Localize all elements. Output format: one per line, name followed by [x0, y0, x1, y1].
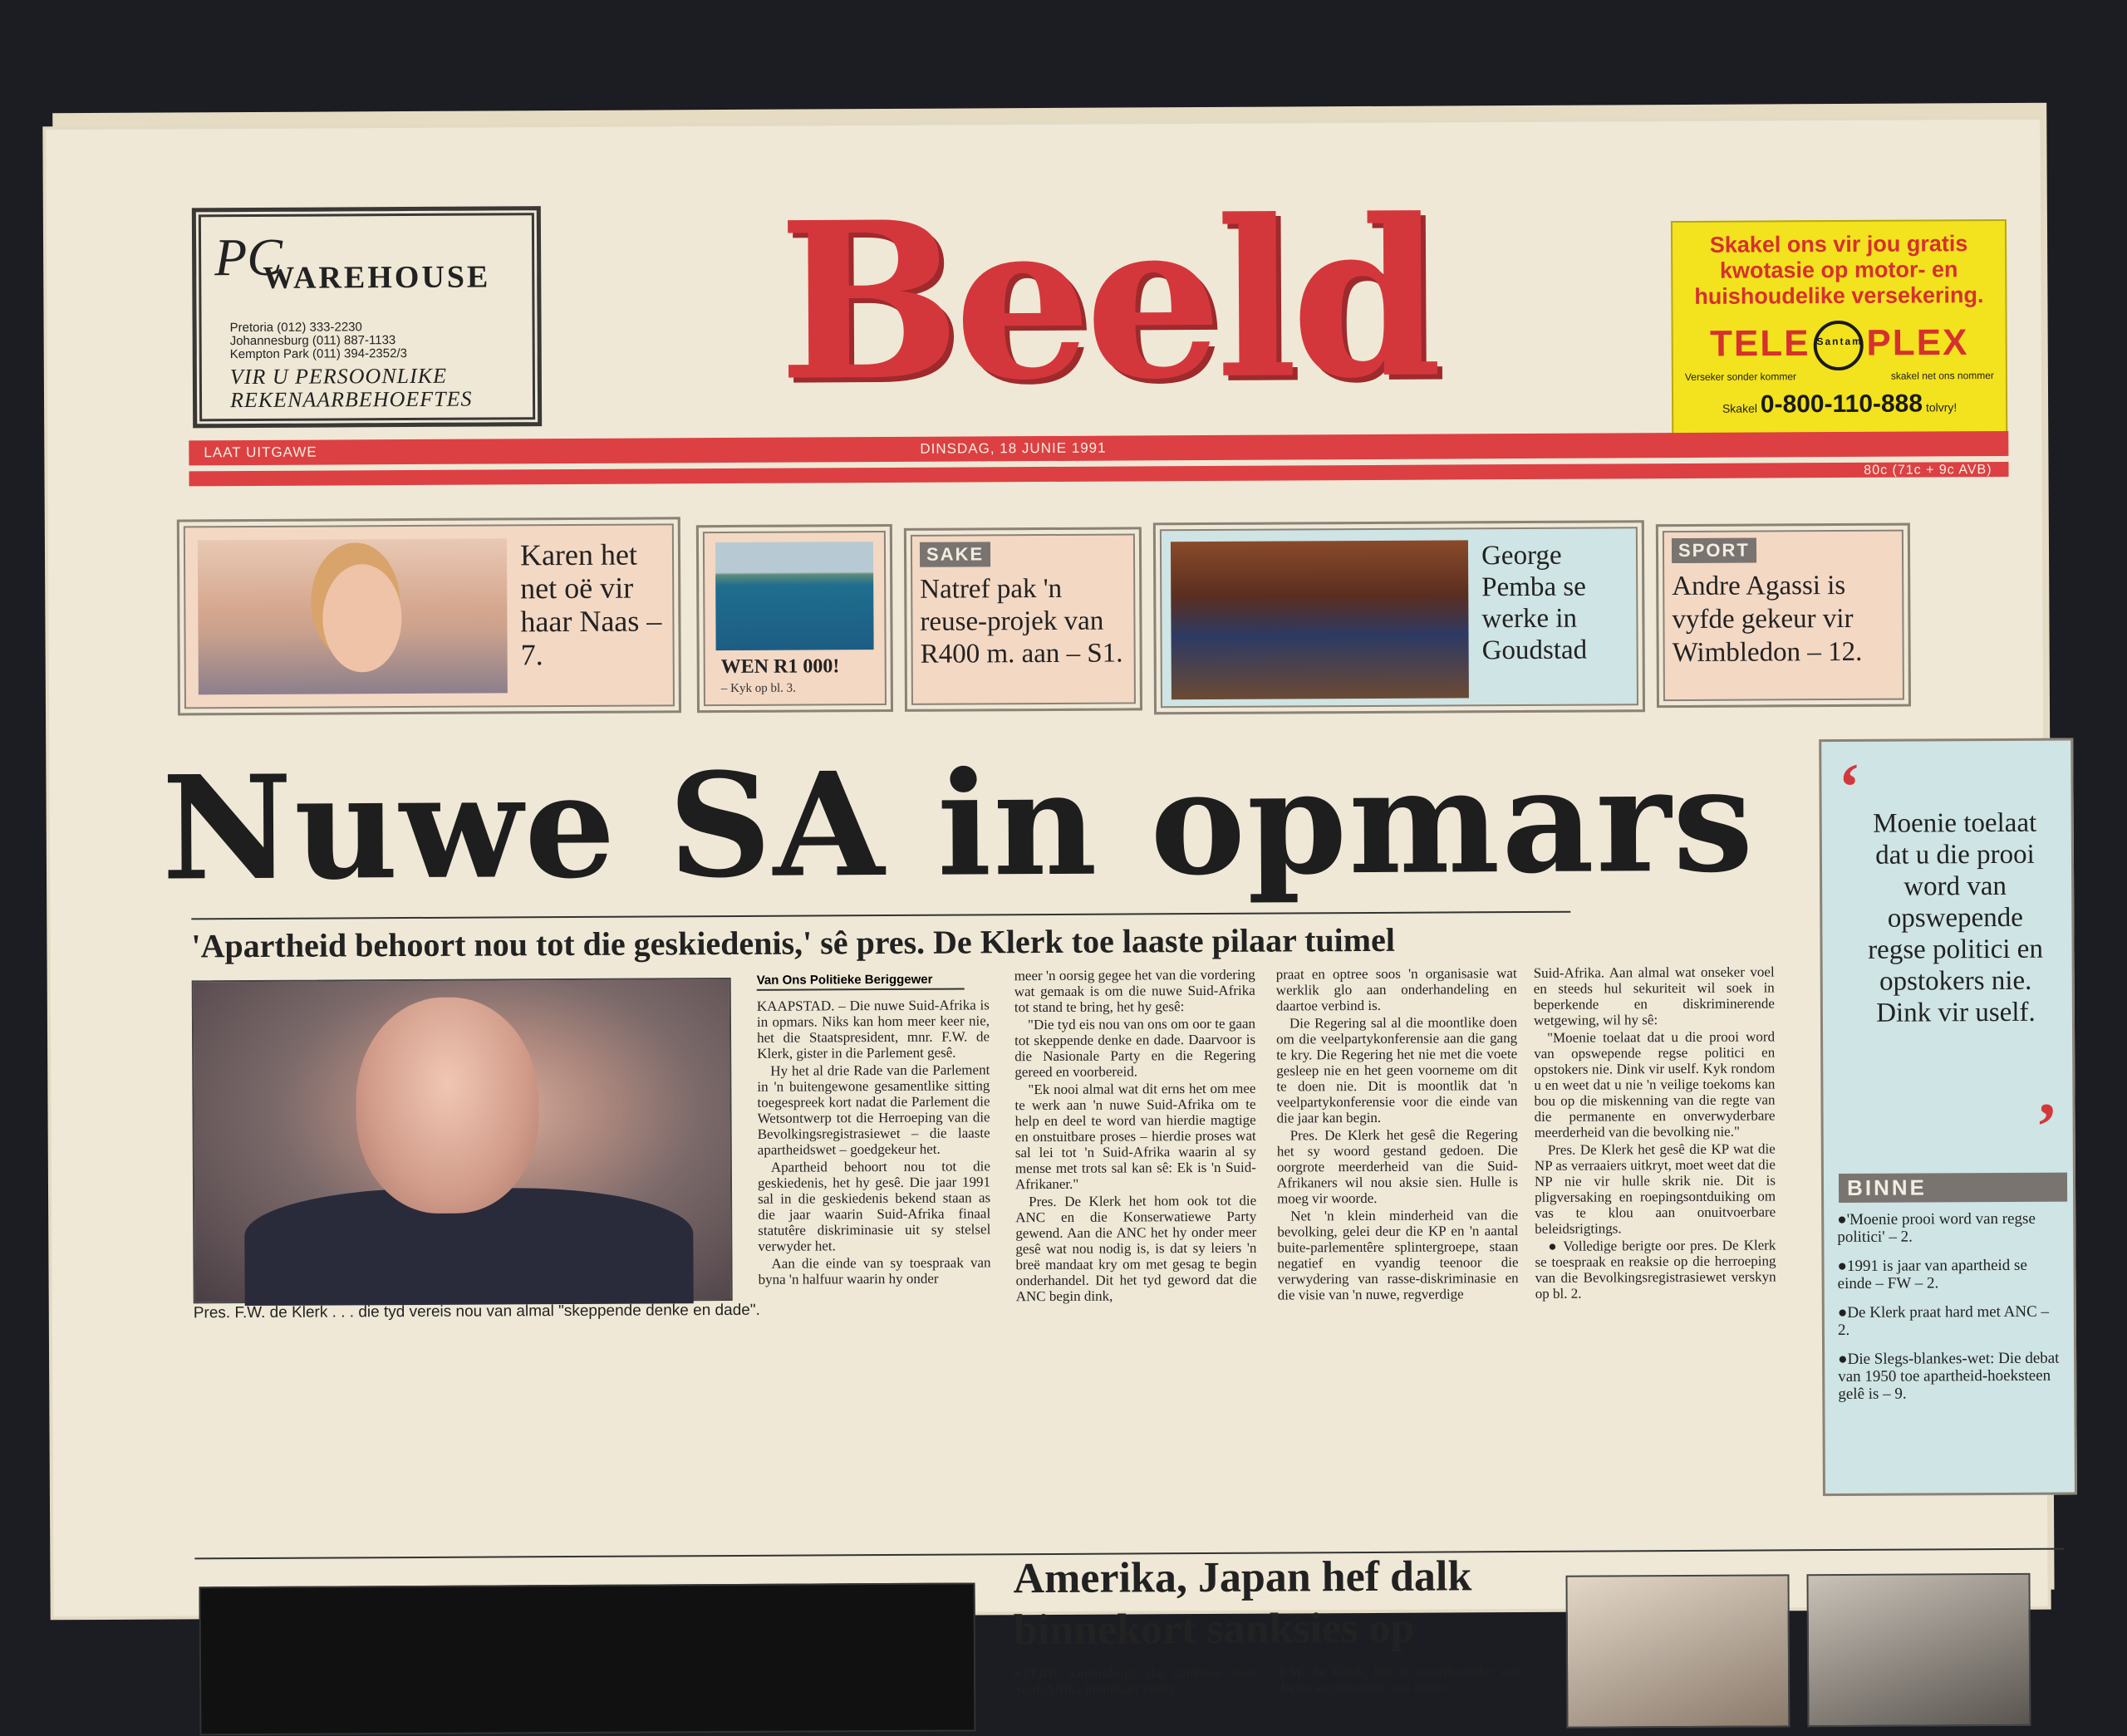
- competition-title: WEN R1 000!: [720, 655, 840, 679]
- ad-offer-text: Skakel ons vir jou gratis kwotasie op motor- en huishoudelike versekering.: [1694, 231, 1984, 309]
- teaser-text: Natref pak 'n reuse-projek van R400 m. aan – S1.: [920, 573, 1123, 669]
- paragraph: Aan die einde van sy toespraak van byna 'n halfuur waarin hy onder: [758, 1254, 991, 1287]
- article-column-4: [1534, 964, 1776, 1303]
- paragraph: Die Regering sal al die moontlike doen om die veelpartykonferensie aan die gang te kry. Die Regering het nie met die voete gesleep nie en het geen voorneme om dit te doen nie. Dit is moontlik dat 'n veelpartykonferensie voor die einde van die jaar kan begin.: [1276, 1014, 1518, 1126]
- open-quote-icon: ‘: [1838, 750, 1861, 825]
- paragraph: Apartheid behoort nou tot die geskiedenis, het hy gesê. Die jaar 1991 sal in die geskiedenis bekend staan as die jaar waarin Suid-Afrika finaal statutêre diskriminasie uit sy stelsel verwyder het.: [757, 1158, 991, 1254]
- de-klerk-photo: [192, 978, 733, 1303]
- umbrella-label: Santam: [1816, 335, 1863, 348]
- girl-face: [322, 564, 402, 672]
- binne-list: [1837, 1210, 2062, 1415]
- brand-left: TELE: [1709, 322, 1810, 365]
- ad-phone: Johannesburg (011) 887-1133: [229, 333, 396, 349]
- ad-tagline-line: REKENAARBEHOEFTES: [229, 386, 473, 413]
- ad-call: [1673, 390, 2006, 419]
- teaser-competition[interactable]: [696, 524, 893, 713]
- teaser-sport[interactable]: [1656, 523, 1911, 709]
- teaser-text: George Pemba se werke in Goudstad: [1481, 540, 1588, 666]
- teaser-painting: [1171, 540, 1469, 699]
- paragraph: praat en optree soos 'n organisasie wat werklik glo aan onderhandeling en daartoe verbind is.: [1275, 965, 1517, 1014]
- ad-phone-list: [230, 321, 407, 361]
- lower-article-column-2: F.W. de Klerk, het 'n woordvoerder van Japan se ministerie van buite-: [1280, 1663, 1521, 1696]
- binne-item[interactable]: ● Die Slegs-blankes-wet: Die debat van 1950 toe apartheid-hoeksteen gelê is – 9.: [1838, 1350, 2062, 1403]
- article-column-2: [1014, 967, 1257, 1307]
- paragraph: Hy het al drie Rade van die Parlement in 'n buitengewone gesamentlike sitting toegespreek kort nadat die Parlement die Wetsontwerp tot die Herroeping van die Bevolkingsregistrasiewet – die laaste apartheidswet – goedgekeur het.: [757, 1062, 990, 1158]
- quote-text: Moenie toelaat dat u die prooi word van opswepende regse politici en opstokers nie. Dink vir uself.: [1868, 807, 2043, 1028]
- photo-caption: Pres. F.W. de Klerk . . . die tyd vereis nou van almal "skeppende denke en dade".: [193, 1301, 760, 1322]
- close-quote-icon: ’: [2035, 1090, 2058, 1164]
- paragraph: Pres. De Klerk het gesê die Regering het sy woord gestand gedoen. Die oorgrote meerderheid van die Suid-Afrikaners wil nou aksie sien. Hulle is moeg vir woorde.: [1276, 1126, 1519, 1207]
- call-prefix: Skakel: [1722, 401, 1758, 415]
- brand-right: PLEX: [1866, 321, 1969, 364]
- sub-headline: 'Apartheid behoort nou tot die geskiedenis,' sê pres. De Klerk toe laaste pilaar tuimel: [191, 920, 1396, 965]
- paragraph: "Ek nooi almal wat dit erns het om mee te werk aan 'n nuwe Suid-Afrika om te help en deel te word van hierdie magtige en onstuitbare proses – hierdie proses wat sal lei tot 'n Suid-Afrika waarin al sy mense met trots sal kan sê: Ek is 'n Suid-Afrikaner.": [1014, 1080, 1256, 1193]
- teleplex-ad: [1671, 219, 2007, 457]
- paragraph: Pres. De Klerk het hom ook tot die ANC en die Konserwatiewe Party gewend. Aan die ANC het hy onder meer gesê wat nou nodig is, is dat sy leiers 'n breë mandaat kry om met gesag te begin onderhandel. Dit het tyd geword dat die ANC begin dink,: [1015, 1192, 1257, 1305]
- ad-phone-number: 0-800-110-888: [1760, 390, 1923, 419]
- paragraph: Pres. De Klerk het gesê die KP wat die NP as verraaiers uitkryt, moet weet dat die NP nie vir hulle skrik nie. Dit is pligversaking en roepingsontduiking om vas te klou aan onuitvoerbare beleidsrigtings.: [1534, 1140, 1776, 1237]
- price-label: 80c (71c + 9c AVB): [1864, 463, 1992, 478]
- price-band: [189, 462, 2008, 486]
- teaser-photo-girl: [198, 538, 508, 694]
- lower-photo-tennis: [1806, 1573, 2031, 1727]
- teleplex-logo: [1673, 320, 2006, 371]
- paragraph: ● Volledige berigte oor pres. De Klerk se toespraak en reaksie op die herroeping van die Bevolkingsregistrasiewet verskyn op bl. 2.: [1535, 1237, 1776, 1302]
- ad-tagline: [230, 365, 473, 413]
- headline-rule: [191, 911, 1570, 920]
- lower-photo-woman: [1565, 1574, 1790, 1728]
- binne-item[interactable]: ● 1991 is jaar van apartheid se einde – FW – 2.: [1837, 1257, 2061, 1292]
- main-headline: Nuwe SA in opmars: [161, 735, 1756, 913]
- pc-logo: PC: [214, 227, 283, 287]
- newspaper-page: [46, 120, 2060, 1698]
- sport-kicker: SPORT: [1672, 538, 1756, 564]
- article-column-3: [1276, 965, 1519, 1305]
- paragraph: meer 'n oorsig gegee het van die vordering wat gemaak is om die nuwe Suid-Afrika tot stand te bring, het hy gesê:: [1014, 966, 1255, 1016]
- binne-kicker: BINNE: [1839, 1173, 2067, 1203]
- competition-ref: – Kyk op bl. 3.: [720, 681, 796, 696]
- paragraph: Net 'n klein minderheid van die bevolking, gelei deur die KP en 'n aantal buite-parlementêre splintergroepe, staan negatief en vyandig teenoor die verwydering van rasse-diskriminasie en die visie van 'n nuwe, regverdige: [1277, 1207, 1519, 1303]
- article-column-1: [757, 997, 991, 1288]
- warehouse-logo-text: WAREHOUSE: [263, 259, 491, 296]
- edition-band: [189, 431, 2008, 465]
- teaser-pemba[interactable]: [1153, 520, 1645, 714]
- paragraph: "Moenie toelaat dat u die prooi word van opswepende regse politici en opstokers nie. Dink vir uself. Kyk rondom u en weet dat u nie 'n veilige toekoms kan bou op die miskenning van die regte van die permanente en onverwyderbare meerderheid van die bevolking nie.": [1534, 1028, 1776, 1140]
- call-suffix: tolvry!: [1925, 400, 1958, 414]
- pc-warehouse-ad: [192, 206, 542, 428]
- ad-subline: Verseker sonder kommer: [1684, 370, 1797, 383]
- sake-kicker: SAKE: [920, 542, 990, 566]
- binne-item[interactable]: ● De Klerk praat hard met ANC – 2.: [1838, 1303, 2062, 1339]
- issue-date: DINSDAG, 18 JUNIE 1991: [920, 439, 1107, 457]
- teaser-karen[interactable]: [177, 517, 681, 715]
- paragraph: KAAPSTAD. – Die nuwe Suid-Afrika is in opmars. Niks kan hom meer keer nie, het die Staatspresident, mnr. F.W. de Klerk, gister in die Parlement gesê.: [756, 997, 990, 1062]
- paragraph: "Die tyd eis nou van ons om oor te gaan tot skeppende denke en dade. Daarvoor is die Nasionale Party en die Regering gereed en voorbereid.: [1014, 1015, 1256, 1081]
- paragraph: Suid-Afrika. Aan almal wat onseker voel en steeds hul sekuriteit wil soek in beperkende en diskriminerende wetgewing, wil hy sê:: [1533, 964, 1775, 1028]
- ad-tagline-line: VIR U PERSOONLIKE: [229, 363, 448, 390]
- umbrella-icon: [1813, 321, 1863, 370]
- teaser-text: Andre Agassi is vyfde gekeur vir Wimbledon – 12.: [1672, 570, 1863, 669]
- ad-phone: Kempton Park (011) 394-2352/3: [229, 346, 407, 362]
- photo-head: [356, 997, 539, 1214]
- ad-phone: Pretoria (012) 333-2230: [229, 320, 362, 336]
- ad-sublines: [1673, 370, 2006, 383]
- byline: Van Ons Politieke Beriggewer: [757, 973, 965, 991]
- masthead: Beeld: [777, 172, 1437, 429]
- lower-article-column-1: STERK aanduidinge dat sanksies teen Suid-Afrika binnekort verlig: [1014, 1664, 1255, 1698]
- quote-box: [1819, 738, 2077, 1497]
- lower-headline: Amerika, Japan hef dalk binnekort sanksies op: [1013, 1552, 1472, 1655]
- binne-item[interactable]: ● 'Moenie prooi word van regse politici' – 2.: [1837, 1210, 2061, 1246]
- lower-photo: [199, 1582, 976, 1735]
- teaser-photo-harbour: [715, 542, 874, 650]
- teaser-text: Karen het net oë vir haar Naas – 7.: [519, 537, 662, 672]
- teaser-sake[interactable]: [904, 527, 1142, 711]
- ad-subline: skakel net ons nommer: [1890, 370, 1994, 382]
- edition-label: LAAT UITGAWE: [204, 444, 317, 461]
